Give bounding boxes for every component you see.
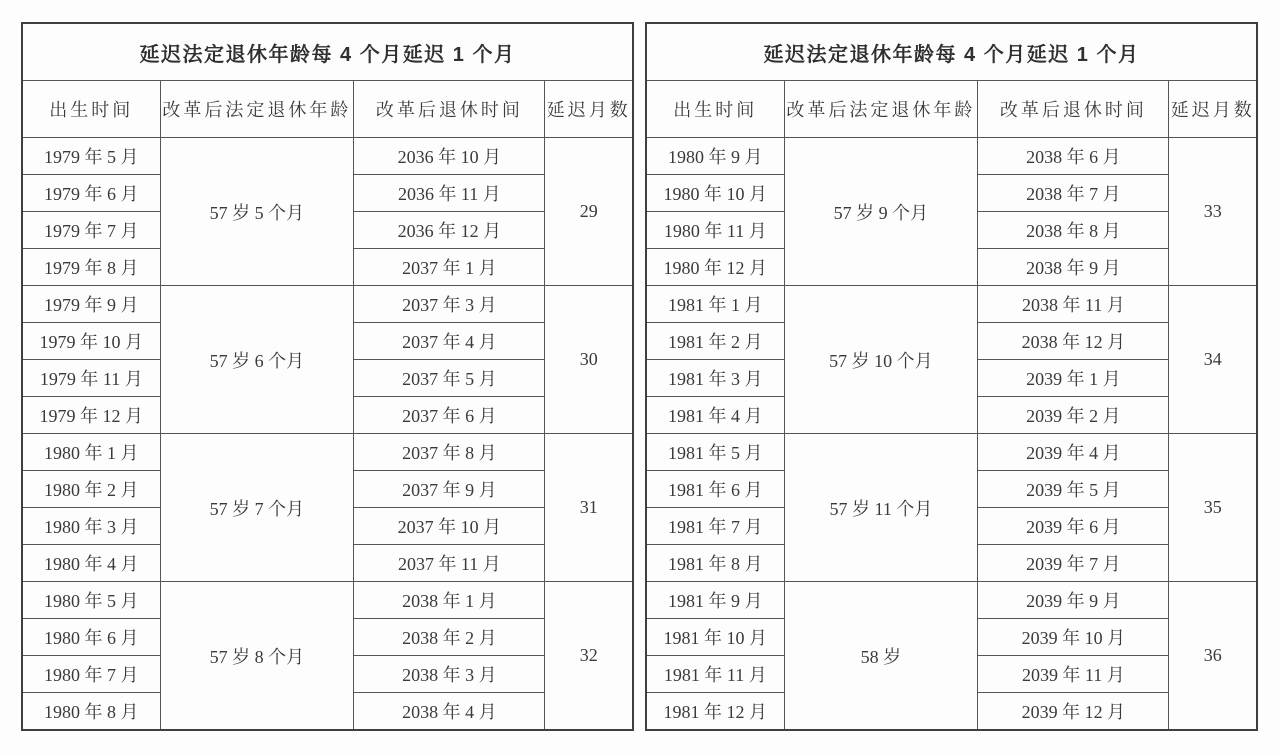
- birth-month-cell: 1981 年 11 月: [646, 656, 784, 693]
- table-row: [22, 286, 633, 323]
- retirement-date-cell: 2038 年 8 月: [978, 212, 1169, 249]
- birth-month-cell: 1980 年 10 月: [646, 175, 784, 212]
- retirement-date-cell: 2039 年 7 月: [978, 545, 1169, 582]
- retirement-date-cell: 2039 年 9 月: [978, 582, 1169, 619]
- retirement-date-cell: 2037 年 9 月: [354, 471, 545, 508]
- column-header-post-reform-retire-time: 改革后退休时间: [354, 81, 545, 138]
- birth-month-cell: 1980 年 5 月: [22, 582, 160, 619]
- birth-month-cell: 1980 年 1 月: [22, 434, 160, 471]
- retirement-date-cell: 2037 年 3 月: [354, 286, 545, 323]
- birth-month-cell: 1980 年 7 月: [22, 656, 160, 693]
- retirement-date-cell: 2037 年 8 月: [354, 434, 545, 471]
- delay-months-cell: 29: [545, 138, 633, 286]
- retirement-date-cell: 2038 年 3 月: [354, 656, 545, 693]
- table-row: [22, 434, 633, 471]
- retirement-date-cell: 2038 年 9 月: [978, 249, 1169, 286]
- retirement-age-cell: 57 岁 8 个月: [160, 582, 354, 731]
- birth-month-cell: 1981 年 4 月: [646, 397, 784, 434]
- retirement-date-cell: 2038 年 2 月: [354, 619, 545, 656]
- retirement-date-cell: 2036 年 10 月: [354, 138, 545, 175]
- birth-month-cell: 1979 年 11 月: [22, 360, 160, 397]
- retirement-age-cell: 57 岁 5 个月: [160, 138, 354, 286]
- table-row: [646, 138, 1257, 175]
- retirement-date-cell: 2039 年 1 月: [978, 360, 1169, 397]
- column-header-row: [22, 81, 633, 138]
- column-header-delay-months: 延迟月数: [1169, 81, 1257, 138]
- delay-months-cell: 31: [545, 434, 633, 582]
- birth-month-cell: 1979 年 9 月: [22, 286, 160, 323]
- retirement-date-cell: 2038 年 12 月: [978, 323, 1169, 360]
- birth-month-cell: 1980 年 2 月: [22, 471, 160, 508]
- retirement-date-cell: 2038 年 4 月: [354, 693, 545, 731]
- retirement-date-cell: 2037 年 10 月: [354, 508, 545, 545]
- retirement-date-cell: 2038 年 11 月: [978, 286, 1169, 323]
- delay-months-cell: 33: [1169, 138, 1257, 286]
- table-title: 延迟法定退休年龄每 4 个月延迟 1 个月: [22, 23, 633, 81]
- birth-month-cell: 1980 年 3 月: [22, 508, 160, 545]
- birth-month-cell: 1981 年 10 月: [646, 619, 784, 656]
- table-row: [646, 434, 1257, 471]
- birth-month-cell: 1981 年 9 月: [646, 582, 784, 619]
- birth-month-cell: 1981 年 7 月: [646, 508, 784, 545]
- birth-month-cell: 1981 年 3 月: [646, 360, 784, 397]
- retirement-date-cell: 2039 年 10 月: [978, 619, 1169, 656]
- column-header-row: [646, 81, 1257, 138]
- birth-month-cell: 1980 年 9 月: [646, 138, 784, 175]
- retirement-date-cell: 2038 年 6 月: [978, 138, 1169, 175]
- retirement-age-cell: 58 岁: [784, 582, 978, 731]
- retirement-age-cell: 57 岁 6 个月: [160, 286, 354, 434]
- birth-month-cell: 1981 年 5 月: [646, 434, 784, 471]
- column-header-delay-months: 延迟月数: [545, 81, 633, 138]
- retirement-age-cell: 57 岁 7 个月: [160, 434, 354, 582]
- table-title-row: [646, 23, 1257, 81]
- birth-month-cell: 1979 年 8 月: [22, 249, 160, 286]
- retirement-date-cell: 2038 年 7 月: [978, 175, 1169, 212]
- retirement-age-cell: 57 岁 10 个月: [784, 286, 978, 434]
- birth-month-cell: 1979 年 12 月: [22, 397, 160, 434]
- retirement-date-cell: 2036 年 12 月: [354, 212, 545, 249]
- retirement-date-cell: 2039 年 4 月: [978, 434, 1169, 471]
- retirement-date-cell: 2036 年 11 月: [354, 175, 545, 212]
- birth-month-cell: 1979 年 7 月: [22, 212, 160, 249]
- birth-month-cell: 1979 年 6 月: [22, 175, 160, 212]
- column-header-post-reform-retire-time: 改革后退休时间: [978, 81, 1169, 138]
- retirement-schedule-table-right: [645, 22, 1258, 731]
- retirement-date-cell: 2039 年 6 月: [978, 508, 1169, 545]
- birth-month-cell: 1981 年 12 月: [646, 693, 784, 731]
- retirement-date-cell: 2037 年 11 月: [354, 545, 545, 582]
- birth-month-cell: 1979 年 5 月: [22, 138, 160, 175]
- retirement-date-cell: 2037 年 6 月: [354, 397, 545, 434]
- column-header-birth-time: 出生时间: [646, 81, 784, 138]
- birth-month-cell: 1981 年 1 月: [646, 286, 784, 323]
- column-header-birth-time: 出生时间: [22, 81, 160, 138]
- delay-months-cell: 30: [545, 286, 633, 434]
- delay-months-cell: 35: [1169, 434, 1257, 582]
- column-header-post-reform-age: 改革后法定退休年龄: [784, 81, 978, 138]
- retirement-date-cell: 2037 年 1 月: [354, 249, 545, 286]
- birth-month-cell: 1980 年 6 月: [22, 619, 160, 656]
- delay-months-cell: 32: [545, 582, 633, 731]
- table-row: [22, 138, 633, 175]
- birth-month-cell: 1980 年 4 月: [22, 545, 160, 582]
- table-title-row: [22, 23, 633, 81]
- birth-month-cell: 1980 年 11 月: [646, 212, 784, 249]
- retirement-date-cell: 2037 年 5 月: [354, 360, 545, 397]
- table-row: [646, 582, 1257, 619]
- birth-month-cell: 1980 年 8 月: [22, 693, 160, 731]
- birth-month-cell: 1979 年 10 月: [22, 323, 160, 360]
- birth-month-cell: 1980 年 12 月: [646, 249, 784, 286]
- birth-month-cell: 1981 年 8 月: [646, 545, 784, 582]
- retirement-schedule-table-left: [21, 22, 634, 731]
- retirement-date-cell: 2039 年 5 月: [978, 471, 1169, 508]
- delay-months-cell: 34: [1169, 286, 1257, 434]
- table-row: [646, 286, 1257, 323]
- retirement-date-cell: 2039 年 11 月: [978, 656, 1169, 693]
- retirement-date-cell: 2039 年 2 月: [978, 397, 1169, 434]
- delay-months-cell: 36: [1169, 582, 1257, 731]
- retirement-date-cell: 2039 年 12 月: [978, 693, 1169, 731]
- birth-month-cell: 1981 年 2 月: [646, 323, 784, 360]
- retirement-date-cell: 2037 年 4 月: [354, 323, 545, 360]
- retirement-date-cell: 2038 年 1 月: [354, 582, 545, 619]
- table-row: [22, 582, 633, 619]
- birth-month-cell: 1981 年 6 月: [646, 471, 784, 508]
- retirement-age-cell: 57 岁 11 个月: [784, 434, 978, 582]
- table-title: 延迟法定退休年龄每 4 个月延迟 1 个月: [646, 23, 1257, 81]
- retirement-age-cell: 57 岁 9 个月: [784, 138, 978, 286]
- column-header-post-reform-age: 改革后法定退休年龄: [160, 81, 354, 138]
